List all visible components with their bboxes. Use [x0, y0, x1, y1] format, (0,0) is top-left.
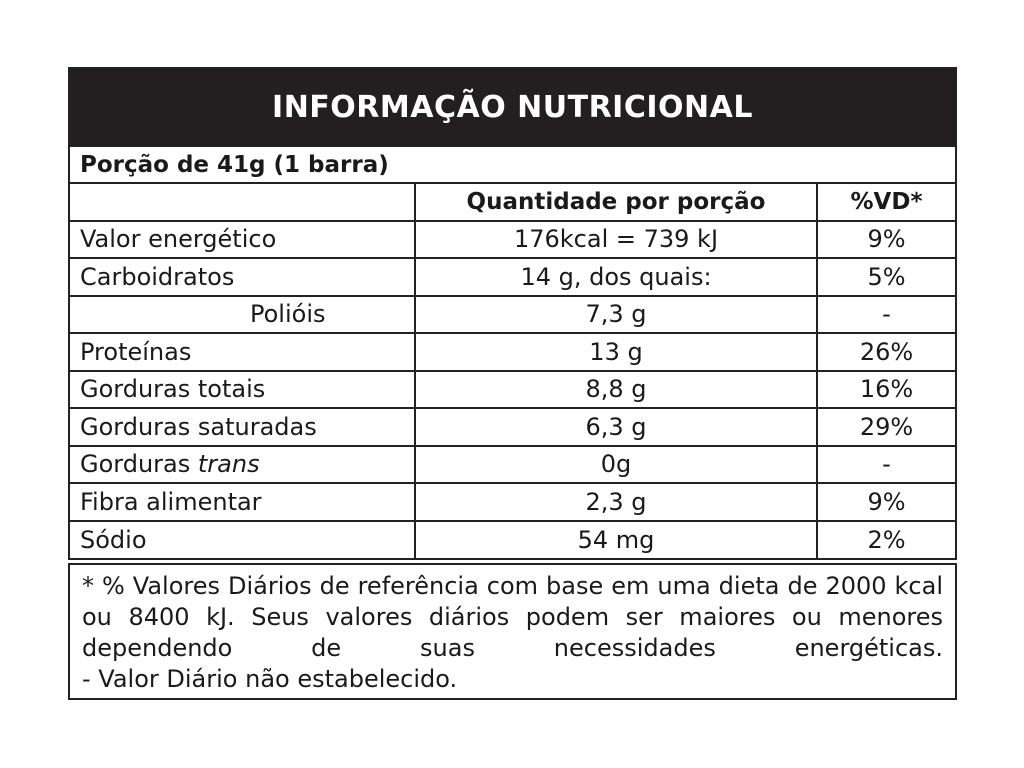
- table-row-carbohydrates: [70, 258, 955, 296]
- footnote-reference-text: * % Valores Diários de referência com base em uma dieta de 2000 kcal ou 8400 kJ. Seus valores diários podem ser maiores ou menores dependendo de suas necessidades energéticas.: [82, 572, 943, 662]
- nutrient-daily-value: -: [817, 296, 955, 334]
- nutrient-quantity: 13 g: [415, 333, 817, 371]
- nutrient-name: Polióis: [70, 296, 415, 334]
- table-row-total-fat: [70, 371, 955, 409]
- table-header-row: [70, 183, 955, 221]
- nutrient-name: Gorduras totais: [70, 371, 415, 409]
- nutrient-name-cell: [70, 446, 415, 484]
- nutrient-name: Gorduras saturadas: [70, 408, 415, 446]
- nutrient-quantity: 14 g, dos quais:: [415, 258, 817, 296]
- nutrient-quantity: 7,3 g: [415, 296, 817, 334]
- table-row-trans-fat: [70, 446, 955, 484]
- header-daily-value: %VD*: [817, 183, 955, 221]
- table-row-fiber: [70, 483, 955, 521]
- nutrient-daily-value: 16%: [817, 371, 955, 409]
- nutrient-name: Gorduras: [80, 450, 191, 479]
- table-row-saturated-fat: [70, 408, 955, 446]
- nutrient-daily-value: 26%: [817, 333, 955, 371]
- header-quantity: Quantidade por porção: [415, 183, 817, 221]
- nutrient-quantity: 54 mg: [415, 521, 817, 559]
- nutrient-daily-value: 2%: [817, 521, 955, 559]
- nutrient-daily-value: 5%: [817, 258, 955, 296]
- nutrient-name-italic: trans: [197, 450, 260, 479]
- header-nutrient: [70, 183, 415, 221]
- table-row-polyols: [70, 296, 955, 334]
- nutrient-quantity: 8,8 g: [415, 371, 817, 409]
- nutrition-facts-label: [68, 67, 957, 560]
- nutrient-name: Carboidratos: [70, 258, 415, 296]
- table-row-sodium: [70, 521, 955, 559]
- nutrient-daily-value: 9%: [817, 221, 955, 259]
- nutrient-quantity: 2,3 g: [415, 483, 817, 521]
- nutrient-daily-value: 9%: [817, 483, 955, 521]
- nutrient-quantity: 176kcal = 739 kJ: [415, 221, 817, 259]
- nutrient-name: Fibra alimentar: [70, 483, 415, 521]
- nutrient-name: Sódio: [70, 521, 415, 559]
- nutrient-daily-value: -: [817, 446, 955, 484]
- nutrient-quantity: 0g: [415, 446, 817, 484]
- nutrient-name: Valor energético: [70, 221, 415, 259]
- portion-size: Porção de 41g (1 barra): [70, 145, 955, 182]
- nutrition-table: [70, 182, 955, 558]
- daily-value-footnote: [68, 563, 957, 700]
- label-title: INFORMAÇÃO NUTRICIONAL: [70, 69, 955, 145]
- footnote-not-established-text: - Valor Diário não estabelecido.: [82, 665, 458, 693]
- table-row-proteins: [70, 333, 955, 371]
- table-row-energy: [70, 221, 955, 259]
- nutrient-name: Proteínas: [70, 333, 415, 371]
- nutrient-quantity: 6,3 g: [415, 408, 817, 446]
- nutrient-daily-value: 29%: [817, 408, 955, 446]
